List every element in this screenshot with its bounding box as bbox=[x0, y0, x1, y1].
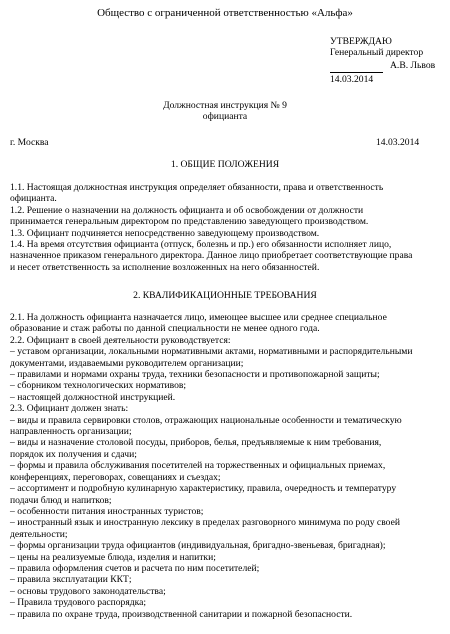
paragraph-line: – сборником технологических нормативов; bbox=[10, 380, 187, 392]
paragraph-line: 1.4. На время отсутствия официанта (отпуск, болезнь и пр.) его обязанности исполняет лицо, bbox=[10, 239, 392, 251]
document-subtitle: официанта bbox=[202, 111, 248, 122]
paragraph-line: 1.2. Решение о назначении на должность официанта и об освобождении от должности bbox=[10, 204, 364, 216]
paragraph-line: официанта. bbox=[10, 193, 57, 205]
paragraph-line: – формы и правила обслуживания посетителей на торжественных и официальных приемах, bbox=[10, 460, 386, 472]
section-heading-qualification: 2. КВАЛИФИКАЦИОННЫЕ ТРЕБОВАНИЯ bbox=[133, 290, 317, 301]
paragraph-line: и несет ответственность за исполнение возложенных на него обязанностей. bbox=[10, 261, 320, 273]
organization-name: Общество с ограниченной ответственностью «Альфа» bbox=[97, 7, 353, 19]
paragraph-line: 1.1. Настоящая должностная инструкция определяет обязанности, права и ответственность bbox=[10, 182, 384, 193]
paragraph-line: – особенности питания иностранных туристов; bbox=[10, 505, 204, 517]
paragraph-line: – правила оформления счетов и расчета по ним посетителей; bbox=[10, 562, 260, 574]
paragraph-line: принимается генеральным директором по представлению заведующего производством. bbox=[10, 216, 369, 228]
approval-position: Генеральный директор bbox=[330, 47, 424, 58]
paragraph-line: порядок их получения и сдачи; bbox=[10, 448, 137, 460]
document-title: Должностная инструкция № 9 bbox=[163, 100, 287, 111]
paragraph-line: – виды и правила сервировки столов, отражающих национальные особенности и тематическую bbox=[10, 414, 402, 426]
section-heading-general: 1. ОБЩИЕ ПОЛОЖЕНИЯ bbox=[170, 159, 280, 170]
paragraph-line: – виды и назначение столовой посуды, приборов, белья, предъявляемые к ним требования, bbox=[10, 437, 382, 449]
approval-date: 14.03.2014 bbox=[330, 74, 374, 85]
paragraph-line: образование и стаж работы по данной специальности не менее одного года. bbox=[10, 323, 320, 335]
paragraph-line: деятельности; bbox=[10, 528, 68, 540]
paragraph-line: 1.3. Официант подчиняется непосредственно заведующему производством. bbox=[10, 227, 320, 239]
paragraph-line: 2.1. На должность официанта назначается лицо, имеющее высшее или среднее специальное bbox=[10, 312, 387, 323]
paragraph-line: – правила эксплуатации ККТ; bbox=[10, 574, 132, 586]
paragraph-line: – иностранный язык и иностранную лексику в пределах разговорного минимума по роду своей bbox=[10, 517, 400, 529]
paragraph-line: 2.3. Официант должен знать: bbox=[10, 403, 129, 415]
document-date: 14.03.2014 bbox=[376, 137, 420, 148]
paragraph-line: направленность организации; bbox=[10, 426, 132, 438]
paragraph-line: – формы организации труда официантов (индивидуальная, бригадно-звеньевая, бригадная); bbox=[10, 540, 386, 552]
paragraph-line: – Правила трудового распорядка; bbox=[10, 597, 147, 609]
paragraph-line: подачи блюд и напитков; bbox=[10, 494, 112, 506]
paragraph-line: – ассортимент и подробную кулинарную характеристику, правила, очередность и температуру bbox=[10, 483, 397, 495]
signature-line bbox=[330, 72, 383, 73]
paragraph-line: – настоящей должностной инструкцией. bbox=[10, 391, 176, 403]
section-body-general bbox=[10, 182, 446, 273]
paragraph-line: – цены на реализуемые блюда, изделия и напитки; bbox=[10, 551, 216, 563]
document-city: г. Москва bbox=[10, 137, 49, 148]
paragraph-line: конференциях, переговорах, совещаниях и съездах; bbox=[10, 471, 221, 483]
paragraph-line: – правилами и нормами охраны труда, техники безопасности и противопожарной защиты; bbox=[10, 369, 380, 381]
paragraph-line: – правила по охране труда, производственной санитарии и пожарной безопасности. bbox=[10, 608, 353, 620]
paragraph-line: – уставом организации, локальными нормативными актами, нормативными и распорядительными bbox=[10, 346, 413, 358]
paragraph-line: документами, издаваемыми руководителем организации; bbox=[10, 357, 244, 369]
approval-signer: А.В. Львов bbox=[390, 60, 436, 71]
paragraph-line: 2.2. Официант в своей деятельности руководствуется: bbox=[10, 334, 231, 346]
section-body-qualification bbox=[10, 312, 446, 620]
paragraph-line: назначенное приказом генерального директора. Данное лицо приобретает соответствующие права bbox=[10, 250, 413, 262]
approval-heading: УТВЕРЖДАЮ bbox=[330, 36, 392, 47]
paragraph-line: – основы трудового законодательства; bbox=[10, 585, 166, 597]
